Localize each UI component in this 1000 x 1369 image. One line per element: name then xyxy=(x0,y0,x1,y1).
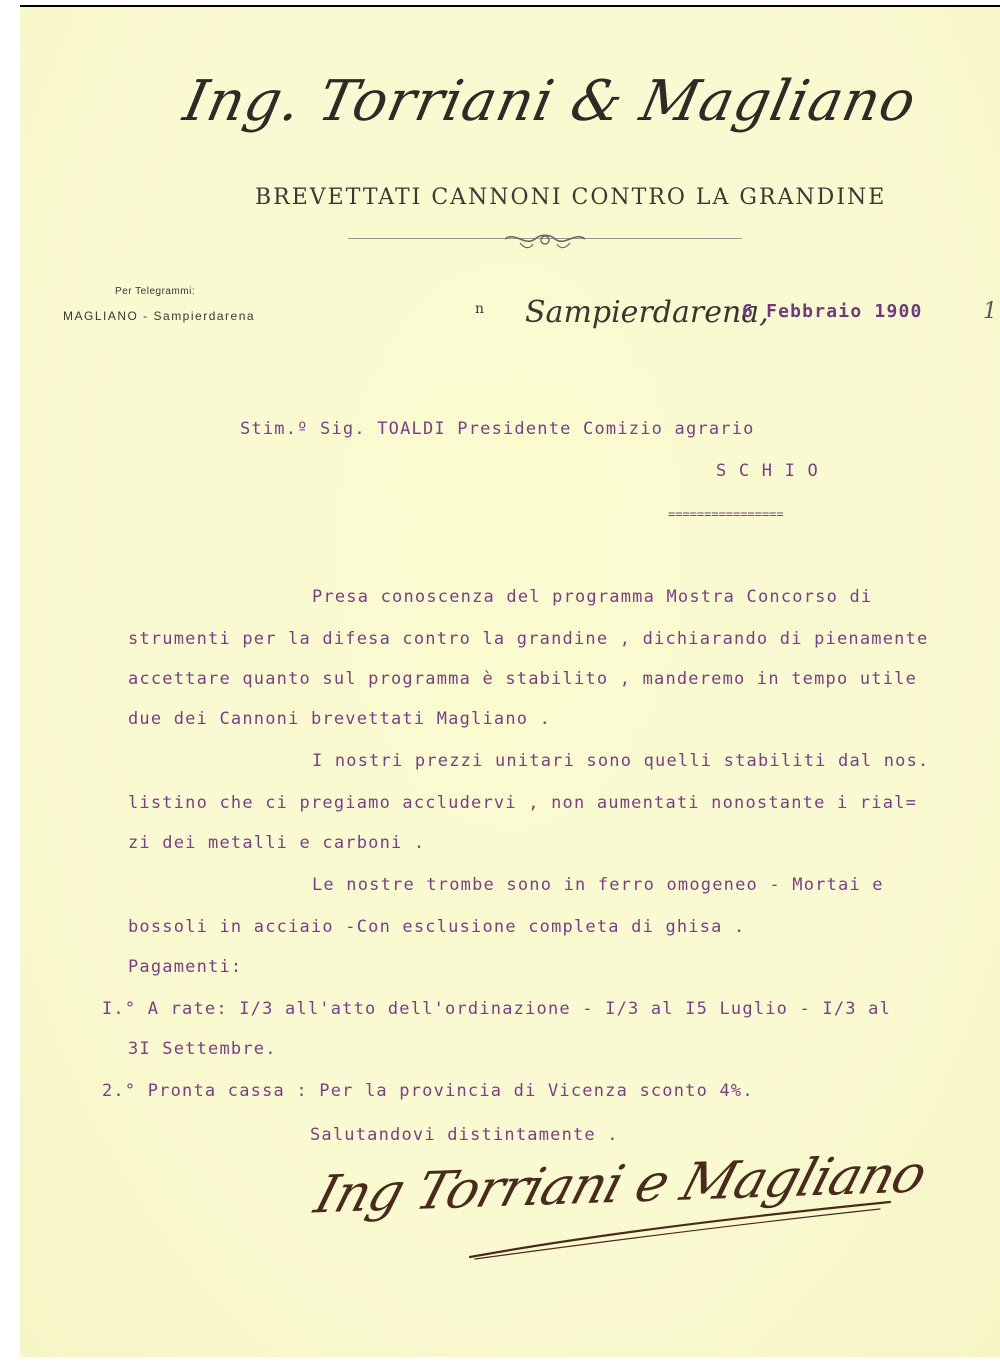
letterhead-brand: Ing. Torriani & Magliano xyxy=(178,69,923,134)
page-number: 1 xyxy=(983,299,997,324)
body-line-5: I nostri prezzi unitari sono quelli stabiliti dal nos. xyxy=(312,751,930,771)
body-line-8: Le nostre trombe sono in ferro omogeneo - Mortai e xyxy=(312,875,884,895)
flourish-ornament-icon xyxy=(500,229,590,251)
recipient-line: Stim.º Sig. TOALDI Presidente Comizio agrario xyxy=(240,419,755,439)
signature-flourish xyxy=(460,1197,900,1267)
handwritten-signature: Ing Torriani e Magliano xyxy=(308,1144,933,1226)
body-line-2: strumenti per la difesa contro la grandine , dichiarando di pienamente xyxy=(128,629,929,649)
recipient-city: S C H I O xyxy=(716,461,819,481)
letterhead-subtitle: BREVETTATI CANNONI CONTRO LA GRANDINE xyxy=(255,185,887,210)
payment-term-1: I.° A rate: I/3 all'atto dell'ordinazione - I/3 al I5 Luglio - I/3 al xyxy=(102,999,892,1019)
telegram-label: Per Telegrammi: xyxy=(115,286,196,297)
telegram-address: MAGLIANO - Sampierdarena xyxy=(63,309,256,323)
body-line-6: listino che ci pregiamo accludervi , non aumentati nonostante i rial= xyxy=(128,793,918,813)
body-line-1: Presa conoscenza del programma Mostra Concorso di xyxy=(312,587,873,607)
recipient-underline: ================ xyxy=(668,507,784,521)
payments-heading: Pagamenti: xyxy=(128,957,243,977)
body-line-9: bossoli in acciaio -Con esclusione completa di ghisa . xyxy=(128,917,746,937)
body-line-7: zi dei metalli e carboni . xyxy=(128,833,426,853)
body-line-3: accettare quanto sul programma è stabilito , manderemo in tempo utile xyxy=(128,669,918,689)
payment-term-2: 2.° Pronta cassa : Per la provincia di Vicenza sconto 4%. xyxy=(102,1081,754,1101)
body-line-4: due dei Cannoni brevettati Magliano . xyxy=(128,709,552,729)
number-label: n xyxy=(475,301,485,317)
payment-term-1-cont: 3I Settembre. xyxy=(128,1039,277,1059)
letter-date: 6 Febbraio 1900 xyxy=(742,301,923,322)
letter-page xyxy=(20,5,1000,1357)
closing-salutation: Salutandovi distintamente . xyxy=(310,1125,619,1145)
place-name: Sampierdarena, xyxy=(525,295,769,330)
